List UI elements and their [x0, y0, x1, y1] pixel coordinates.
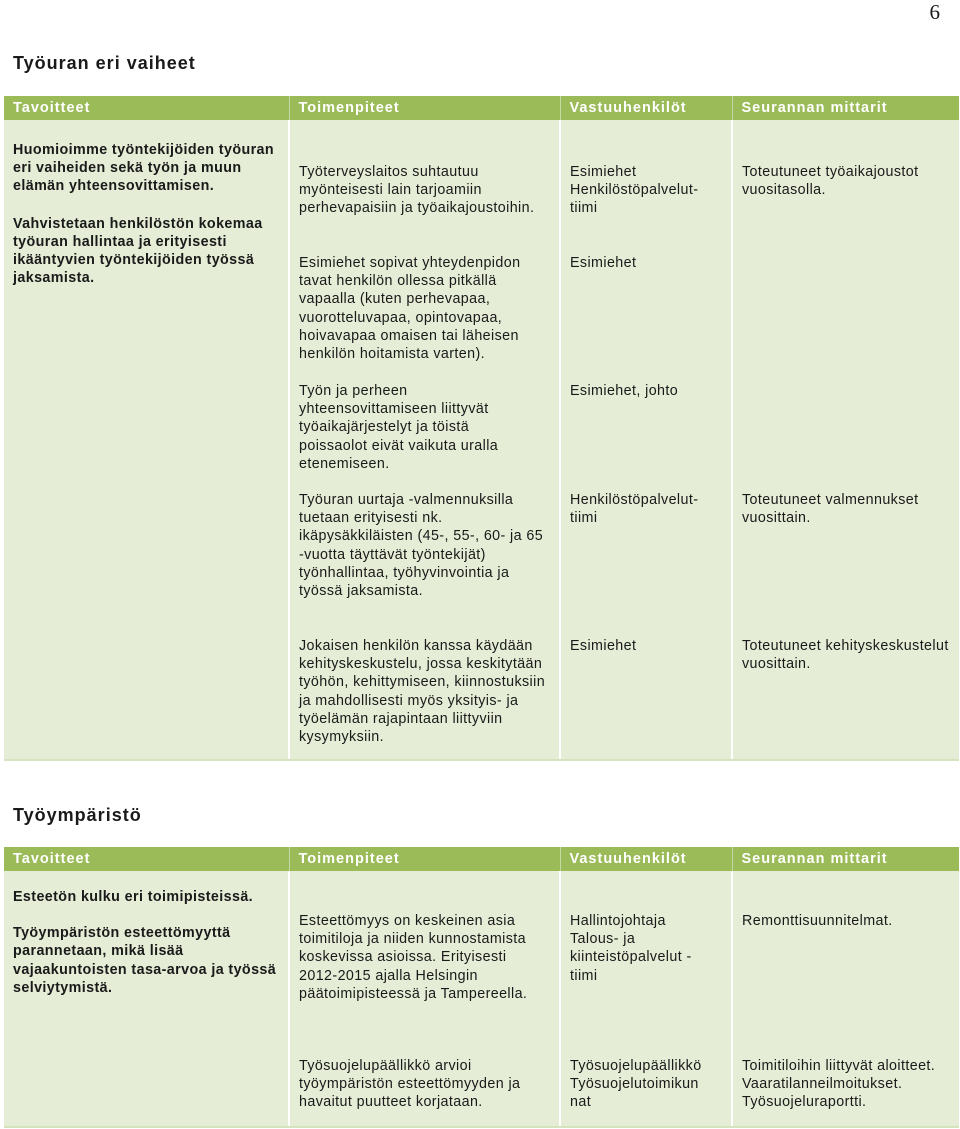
section-title-tyouran-vaiheet: Työuran eri vaiheet [13, 53, 196, 73]
action-text: Työn ja perheen yhteensovittamiseen liittyvät työaikajärjestelyt ja töistä poissaolot eivät vaikuta uralla etenemiseen. [299, 383, 499, 472]
metric-text: Toteutuneet kehityskeskustelut vuosittain. [742, 638, 949, 673]
responsible-text: Esimiehet [570, 638, 637, 654]
responsible-text: Esimiehet [570, 255, 637, 271]
responsible-text: Henkilöstöpalvelut- tiimi [570, 492, 699, 527]
metrics-cell [732, 120, 959, 760]
section-title-tyoymparisto: Työympäristö [13, 805, 142, 825]
goal-text: Vahvistetaan henkilöstön kokemaa työuran hallintaa ja erityisesti ikääntyvien työntekijöiden työssä jaksamista. [13, 215, 263, 287]
metric-text: Remonttisuunnitelmat. [742, 913, 893, 929]
table-tyouran-vaiheet [4, 96, 959, 761]
metrics-cell [732, 871, 959, 1127]
header-seurannan-mittarit: Seurannan mittarit [732, 847, 959, 871]
table-header-row [4, 847, 959, 871]
table-row [4, 871, 959, 1127]
responsible-text: Työsuojelupäällikkö Työsuojelutoimikun nat [570, 1058, 702, 1111]
header-seurannan-mittarit: Seurannan mittarit [732, 96, 959, 120]
action-text: Esteettömyys on keskeinen asia toimitiloja ja niiden kunnostamista koskevissa asioissa. Erityisesti 2012-2015 ajalla Helsingin päätoimipisteessä ja Tampereella. [299, 913, 528, 1002]
goal-text: Työympäristön esteettömyyttä parannetaan, mikä lisää vajaakuntoisten tasa-arvoa ja työssä selviytymistä. [13, 925, 277, 996]
goals-cell [4, 871, 289, 1127]
responsible-text: Esimiehet Henkilöstöpalvelut- tiimi [570, 164, 699, 217]
action-text: Työterveyslaitos suhtautuu myönteisesti lain tarjoamiin perhevapaisiin ja työaikajoustoihin. [299, 164, 535, 217]
metric-text: Toimitiloihin liittyvät aloitteet. Vaaratilanneilmoitukset. Työsuojeluraportti. [742, 1058, 936, 1111]
table-row [4, 120, 959, 760]
responsible-text: Esimiehet, johto [570, 383, 679, 399]
action-text: Esimiehet sopivat yhteydenpidon tavat henkilön ollessa pitkällä vapaalla (kuten perhevapaa, vuorotteluvapaa, opintovapaa, hoivavapaa omaisen tai läheisen henkilön hoitamista varten). [299, 255, 521, 363]
metric-text: Toteutuneet työaikajoustot vuositasolla. [742, 164, 919, 199]
responsible-cell [560, 120, 732, 760]
table-tyoymparisto [4, 847, 959, 1128]
responsible-cell [560, 871, 732, 1127]
table-header-row [4, 96, 959, 120]
goal-text: Esteetön kulku eri toimipisteissä. [13, 889, 254, 905]
goal-text: Huomioimme työntekijöiden työuran eri vaiheiden sekä työn ja muun elämän yhteensovittamisen. [13, 142, 275, 195]
action-text: Työuran uurtaja -valmennuksilla tuetaan erityisesti nk. ikäpysäkkiläisten (45-, 55-, 60- ja 65 -vuotta täyttävät työntekijät) työnhallintaa, työhyvinvointia ja työssä jaksamista. [299, 492, 544, 600]
header-vastuuhenkilot: Vastuuhenkilöt [560, 96, 732, 120]
header-vastuuhenkilot: Vastuuhenkilöt [560, 847, 732, 871]
action-text: Jokaisen henkilön kanssa käydään kehityskeskustelu, jossa keskitytään työhön, kehittymiseen, kiinnostuksiin ja mahdollisesti myös yksityis- ja työelämän rajapintaan liittyviin kysymyksiin. [299, 638, 546, 746]
header-toimenpiteet: Toimenpiteet [289, 847, 560, 871]
responsible-text: Hallintojohtaja Talous- ja kiinteistöpalvelut - tiimi [570, 913, 692, 984]
metric-text: Toteutuneet valmennukset vuosittain. [742, 492, 919, 527]
page-number: 6 [929, 0, 940, 24]
actions-cell [289, 871, 560, 1127]
goals-cell [4, 120, 289, 760]
header-toimenpiteet: Toimenpiteet [289, 96, 560, 120]
actions-cell [289, 120, 560, 760]
action-text: Työsuojelupäällikkö arvioi työympäristön esteettömyyden ja havaitut puutteet korjataan. [299, 1058, 521, 1111]
header-tavoitteet: Tavoitteet [4, 847, 289, 871]
header-tavoitteet: Tavoitteet [4, 96, 289, 120]
